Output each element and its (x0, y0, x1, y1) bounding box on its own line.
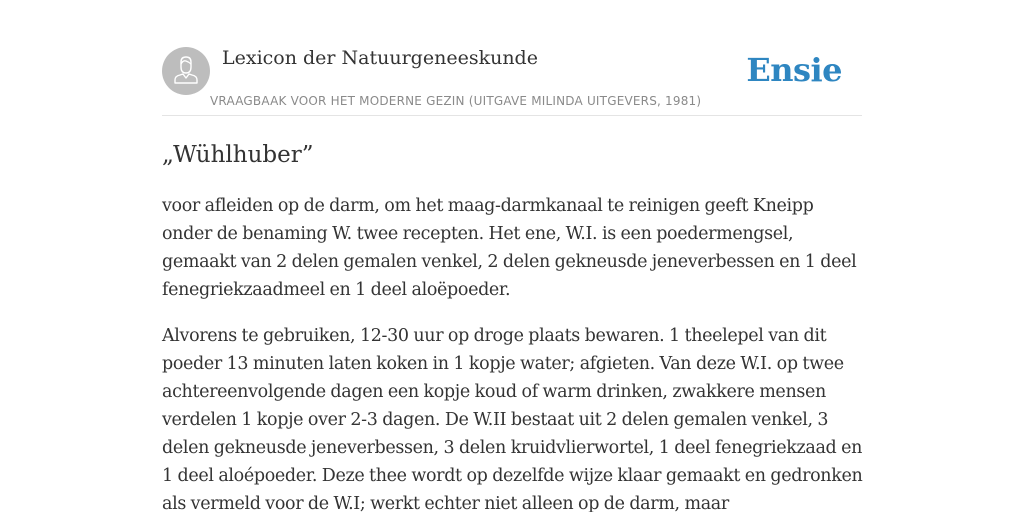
definition-paragraph: voor afleiden op de darm, om het maag-darmkanaal te reinigen geeft Kneipp onder de benaming W. twee recepten. Het ene, W.I. is een poedermengsel, gemaakt van 2 delen gemalen venkel, 2 delen gekneusde jeneverbessen en 1 deel fenegriekzaadmeel en 1 deel aloëpoeder. (162, 196, 857, 300)
ensie-logo[interactable]: Ensie (746, 51, 842, 89)
definition-body (162, 192, 864, 512)
source-avatar[interactable] (162, 47, 210, 95)
page (162, 0, 862, 512)
source-title[interactable]: Lexicon der Natuurgeneeskunde (222, 47, 538, 69)
definition-paragraph: Alvorens te gebruiken, 12-30 uur op droge plaats bewaren. 1 theelepel van dit poeder 13 minuten laten koken in 1 kopje water; afgieten. Van deze W.I. op twee achtereenvolgende dagen een kopje koud of warm drinken, zwakkere mensen verdelen 1 kopje over 2-3 dagen. De W.II bestaat uit 2 delen gemalen venkel, 3 delen gekneusde jeneverbessen, 3 delen kruidvlierwortel, 1 deel fenegriekzaad en 1 deel aloépoeder. Deze thee wordt op dezelfde wijze klaar gemaakt en gedronken als vermeld voor de W.I; werkt echter niet alleen op de darm, maar (162, 326, 863, 512)
user-placeholder-icon (162, 47, 210, 95)
header (162, 0, 862, 116)
term-title: „Wühlhuber” (162, 142, 314, 168)
source-subtitle: VRAAGBAAK VOOR HET MODERNE GEZIN (UITGAVE MILINDA UITGEVERS, 1981) (210, 94, 702, 108)
